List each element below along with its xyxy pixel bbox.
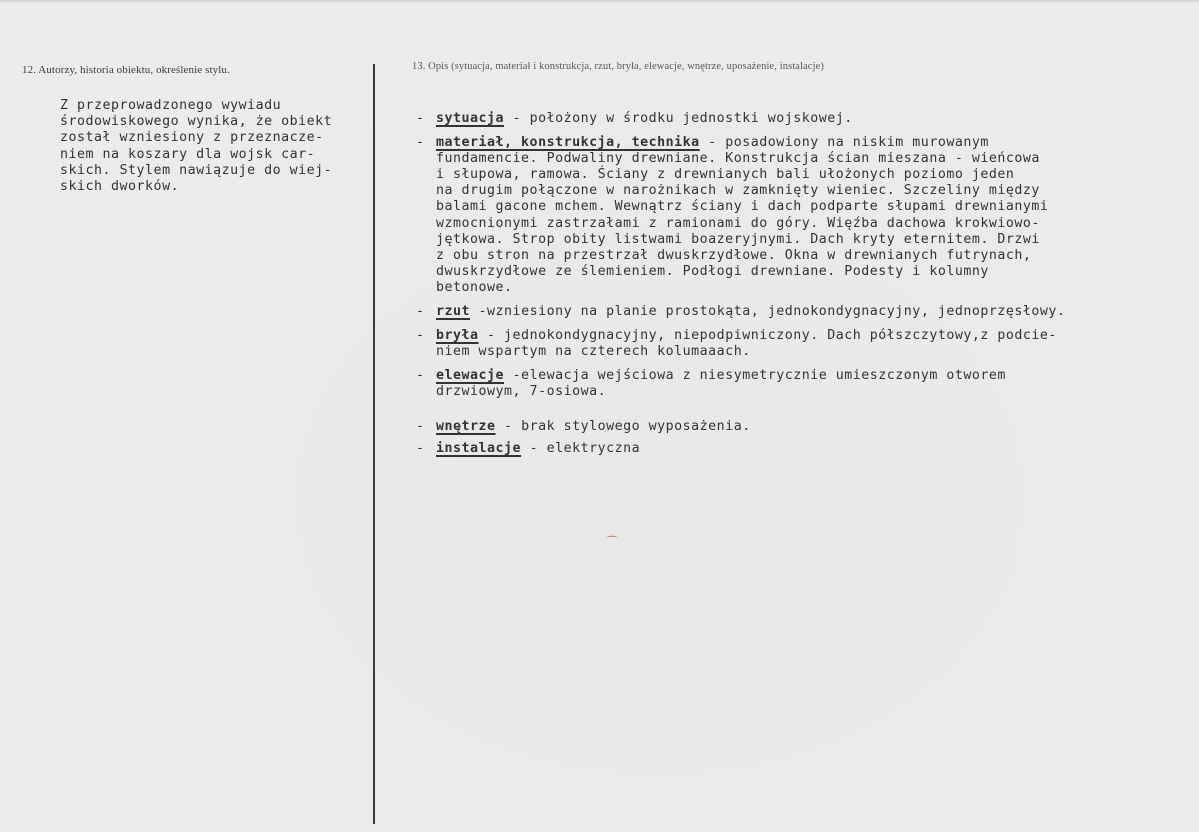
item-text-line: na drugim połączone w narożnikach w zamknięty wieniec. Szczeliny między (436, 183, 1040, 199)
history-line: skich. Stylem nawiązuje do wiej- (60, 162, 333, 178)
item-text: - elektryczna (521, 440, 641, 456)
history-line: został wzniesiony z przeznacze- (60, 130, 324, 146)
description-item-rzut (416, 304, 1176, 320)
item-key: rzut (436, 304, 471, 320)
description-item-material (416, 135, 1176, 296)
item-key: wnętrze (436, 418, 496, 434)
item-text: - położony w środku jednostki wojskowej. (504, 111, 853, 126)
description-item-bryla (416, 328, 1176, 360)
list-dash: - (416, 418, 425, 434)
item-key: sytuacja (436, 111, 505, 126)
item-text-line: fundamencie. Podwaliny drewniane. Konstrukcja ścian mieszana - wieńcowa (436, 151, 1040, 167)
description-item-wnetrze (416, 419, 1176, 435)
item-text-line: i słupowa, ramowa. Ściany z drewnianych bali ułożonych poziomo jeden (436, 167, 1015, 183)
history-line: niem na koszary dla wojsk car- (60, 146, 316, 162)
item-text-line: betonowe. (436, 279, 513, 295)
history-line: Z przeprowadzonego wywiadu (60, 98, 282, 113)
item-text: - brak stylowego wyposażenia. (495, 418, 751, 434)
item-text: -wzniesiony na planie prostokąta, jednokondygnacyjny, jednoprzęsłowy. (470, 304, 1066, 320)
description-item-sytuacja (416, 111, 1176, 127)
item-text: - jednokondygnacyjny, niepodpiwniczony. Dach półszczytowy,z podcie- (478, 328, 1057, 344)
description-item-instalacje (416, 441, 1176, 457)
item-key: elewacje (436, 368, 505, 384)
history-line: skich dworków. (60, 179, 180, 195)
list-dash: - (416, 368, 425, 384)
description-list (416, 111, 1176, 457)
item-text-line: drzwiowym, 7-osiowa. (436, 384, 607, 400)
item-key: bryła (436, 328, 479, 344)
item-key: materiał, konstrukcja, technika (436, 135, 700, 151)
item-text-line: jętkowa. Strop obity listwami boazeryjnymi. Dach kryty eternitem. Drzwi (436, 231, 1040, 247)
history-text (60, 98, 380, 195)
item-text-line: balami gacone mchem. Wewnątrz ściany i dach podparte słupami drewnianymi (436, 199, 1049, 215)
item-key: instalacje (436, 440, 522, 456)
item-text-line: niem wspartym na czterech kolumaaach. (436, 344, 751, 360)
item-text-line: dwuskrzydłowe ze ślemieniem. Podłogi drewniane. Podesty i kolumny (436, 263, 989, 279)
field-13-label: 13. Opis (sytuacja, materiał i konstrukcja, rzut, bryła, elewacje, wnętrze, uposażenie, instalacje) (412, 61, 824, 72)
stray-pen-mark: ⌒ (606, 535, 619, 549)
field-12-label: 12. Autorzy, historia obiektu, określenie stylu. (22, 64, 230, 76)
item-text: - posadowiony na niskim murowanym (699, 135, 989, 151)
list-dash: - (416, 328, 425, 344)
list-dash: - (416, 304, 425, 320)
list-dash: - (416, 135, 425, 151)
item-text-line: wzmocnionymi zastrzałami z ramionami do góry. Więźba dachowa krokwiowo- (436, 215, 1040, 231)
history-line: środowiskowego wynika, że obiekt (60, 114, 333, 130)
page-top-edge (0, 0, 1199, 2)
description-item-elewacje (416, 368, 1176, 400)
list-dash: - (416, 111, 425, 126)
item-text: -elewacja wejściowa z niesymetrycznie umieszczonym otworem (504, 368, 1006, 384)
item-text-line: z obu stron na przestrzał dwuskrzydłowe. Okna w drewnianych futrynach, (436, 247, 1032, 263)
list-dash: - (416, 440, 425, 456)
